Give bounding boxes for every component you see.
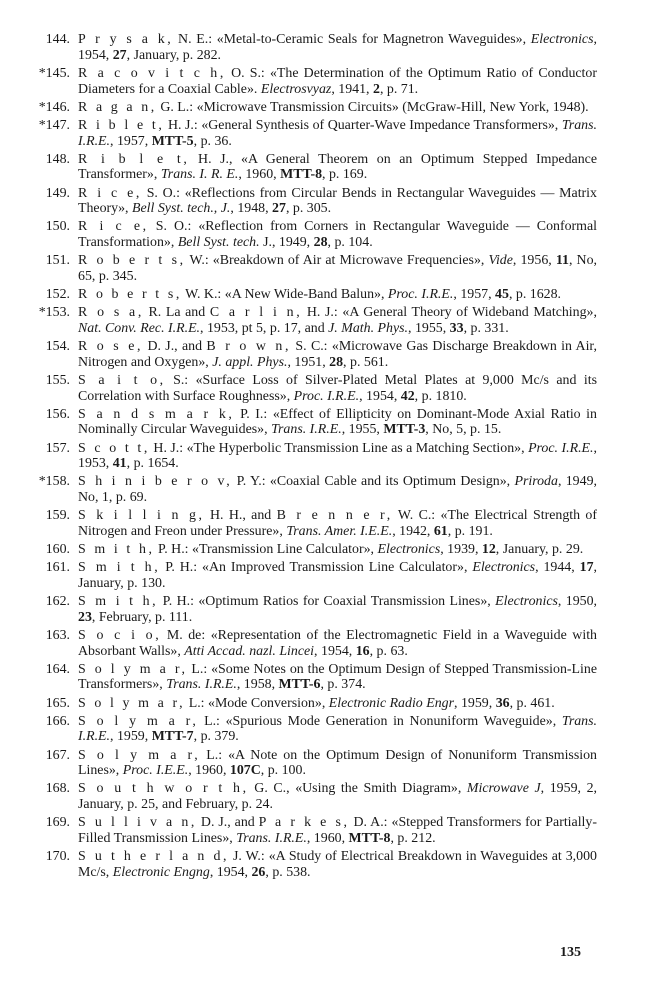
reference-year-2: , 1955, — [408, 320, 450, 336]
reference-volume: MTT-3 — [383, 422, 426, 438]
reference-initials: J. W.: — [229, 849, 269, 865]
reference-pages: , p. 36. — [193, 133, 232, 149]
reference-item — [0, 748, 646, 779]
reference-item — [0, 474, 646, 505]
reference-author: R o b e r t s, — [78, 253, 186, 269]
reference-title: «The Hyperbolic Transmission Line as a Matching Section», — [186, 440, 529, 456]
reference-initials: S. O.: — [148, 219, 199, 235]
reference-number: *158. — [38, 474, 70, 490]
reference-volume: MTT-7 — [151, 729, 194, 745]
reference-journal: Electronics — [472, 560, 536, 576]
reference-author: R i b l e t, — [78, 117, 165, 133]
reference-item — [0, 815, 646, 846]
reference-year: , 1953, pt 5, p. 17, and — [200, 320, 329, 336]
reference-journal: Proc. I.R.E. — [528, 440, 594, 456]
reference-year: , 1956, — [512, 253, 556, 269]
reference-number: 151. — [45, 253, 70, 269]
reference-initials: H. J., — [189, 151, 242, 167]
reference-author: S u l l i v a n, — [78, 815, 197, 831]
reference-journal: Electronics — [530, 32, 594, 47]
reference-author: S o l y m a r, — [78, 695, 186, 711]
reference-coauthor: P a r k e s, — [258, 815, 350, 831]
reference-volume: MTT-8 — [280, 167, 323, 183]
reference-volume: 26 — [251, 864, 266, 880]
reference-coauthor-initials: S. C.: — [291, 339, 332, 355]
reference-number: 155. — [45, 372, 70, 388]
reference-initials: H. J.: — [164, 117, 202, 133]
reference-journal: Electronics — [377, 542, 441, 558]
reference-initials: M. de: — [161, 627, 211, 643]
reference-volume: 2 — [372, 81, 380, 97]
reference-journal: Trans. I.R.E. — [236, 830, 307, 846]
reference-author: R o s a, — [78, 305, 144, 321]
reference-year: , 1958, — [236, 677, 279, 693]
reference-author: S m i t h, — [78, 560, 161, 576]
reference-year: , 1955, — [341, 422, 384, 438]
reference-pages: , p. 1628. — [508, 287, 562, 303]
reference-title: «The Electrical Strength of Nitrogen and Freon under Pressure», — [78, 508, 598, 539]
reference-title: «Metal-to-Ceramic Seals for Magnetron Waveguides», — [216, 32, 531, 47]
reference-number: 167. — [45, 747, 70, 763]
reference-year: J., 1949, — [259, 235, 314, 251]
reference-initials: L.: — [200, 747, 229, 763]
reference-year: , 1939, — [440, 542, 482, 558]
reference-journal: Bell Syst. tech. — [177, 235, 260, 251]
reference-author: S m i t h, — [78, 594, 159, 610]
reference-item — [0, 219, 646, 250]
reference-journal: Atti Accad. nazl. Lincei — [184, 643, 315, 659]
reference-pages: , No, 65, p. 345. — [78, 253, 597, 284]
reference-initials: G. C., — [248, 781, 296, 797]
reference-number: 165. — [45, 695, 70, 711]
reference-number: 157. — [45, 440, 70, 456]
reference-volume: 107C — [229, 763, 261, 779]
reference-author: S o u t h w o r t h, — [78, 781, 249, 797]
reference-title: «The Determination of the Optimum Ratio of Conductor Diameters for a Coaxial Cable». — [78, 65, 597, 97]
reference-year: , 1960, — [188, 763, 230, 779]
reference-pages: , p. 212. — [390, 830, 436, 846]
reference-coauthor-initials: W. C.: — [392, 508, 441, 524]
reference-item — [0, 305, 646, 336]
reference-title: «Transmission Line Calculator», — [192, 542, 378, 558]
reference-number: *145. — [38, 65, 70, 81]
reference-item — [0, 849, 646, 880]
reference-title: «Reflection from Corners in Rectangular Waveguide — Conformal Transformation», — [78, 219, 597, 251]
reference-number: 161. — [45, 560, 70, 576]
reference-initials: P. H.: — [154, 542, 193, 558]
reference-author: S h i n i b e r o v, — [78, 474, 233, 490]
reference-title: «Some Notes on the Optimum Design of Stepped Transmission-Line Transformers», — [78, 661, 597, 693]
reference-item — [0, 714, 646, 745]
reference-volume: 36 — [495, 695, 510, 711]
reference-title: «Stepped Transformers for Partially-Filled Transmission Lines», — [78, 815, 597, 846]
reference-number: 169. — [45, 815, 70, 831]
reference-journal: Electronic Engng — [112, 864, 210, 880]
reference-volume: 61 — [433, 523, 448, 539]
reference-year: , 1954, — [314, 643, 356, 659]
reference-number: 144. — [45, 32, 70, 47]
reference-volume: MTT-8 — [348, 830, 391, 846]
reference-pages: , p. 1810. — [414, 388, 467, 404]
reference-journal: Vide — [488, 253, 513, 269]
reference-volume: 17 — [579, 560, 594, 576]
reference-journal: Proc. I.R.E. — [387, 287, 454, 303]
reference-journal: Trans. Amer. I.E.E. — [286, 523, 393, 539]
reference-year: , 1953, — [78, 440, 597, 472]
reference-journal: Electrosvyaz — [260, 81, 332, 97]
reference-pages: , January, p. 282. — [126, 47, 222, 63]
reference-title: «Optimum Ratios for Coaxial Transmission Lines», — [198, 594, 496, 610]
reference-item — [0, 407, 646, 438]
reference-pages: , p. 104. — [327, 235, 373, 251]
reference-number: *153. — [38, 305, 70, 321]
reference-item — [0, 186, 646, 217]
reference-pages: , February, p. 111. — [91, 609, 193, 625]
reference-journal: Trans. I.R.E. — [166, 677, 237, 693]
reference-pages: , p. 305. — [285, 201, 332, 217]
reference-initials: H. H., and — [204, 508, 277, 524]
reference-item — [0, 662, 646, 693]
reference-item — [0, 508, 646, 539]
reference-volume: 27 — [112, 47, 127, 63]
reference-item — [0, 542, 646, 558]
reference-number: 166. — [45, 713, 70, 729]
reference-author: P r y s a k, — [78, 32, 174, 47]
reference-year: , 1948, — [230, 201, 273, 217]
reference-volume: 28 — [329, 354, 344, 370]
reference-number: 170. — [45, 849, 70, 865]
reference-year: , 1942, — [392, 523, 434, 539]
reference-title: «A General Theory of Wideband Matching», — [342, 305, 597, 321]
reference-pages: , p. 374. — [320, 677, 366, 693]
reference-year: , 1954, — [359, 388, 401, 404]
reference-number: 150. — [45, 219, 70, 235]
reference-initials: P. I.: — [234, 406, 273, 422]
reference-coauthor-initials: H. J.: — [302, 305, 343, 321]
reference-initials: L.: — [198, 713, 226, 729]
reference-author: R i b l e t, — [78, 151, 190, 167]
reference-pages: , p. 63. — [369, 643, 408, 659]
reference-pages: , p. 191. — [447, 523, 493, 539]
reference-initials: S.: — [165, 372, 196, 388]
reference-author: S a n d s m a r k, — [78, 406, 235, 422]
reference-author: S m i t h, — [78, 542, 155, 558]
reference-title: «A New Wide-Band Balun», — [224, 287, 388, 303]
reference-item — [0, 32, 646, 63]
reference-item — [0, 441, 646, 472]
reference-number: 152. — [45, 287, 70, 303]
reference-coauthor: C a r l i n, — [209, 305, 303, 321]
reference-journal: Trans. I.R.E. — [271, 422, 342, 438]
reference-year: , 1957, — [453, 287, 496, 303]
reference-year: , 1950, — [557, 594, 597, 610]
reference-pages: , January, p. 130. — [78, 560, 597, 591]
reference-initials: S. O.: — [141, 185, 185, 201]
reference-volume: 28 — [313, 235, 328, 251]
reference-pages: , p. 331. — [463, 320, 509, 336]
page-number: 135 — [560, 945, 581, 960]
reference-coauthor: B r o w n, — [206, 339, 292, 355]
reference-initials: P. H.: — [160, 560, 203, 576]
reference-item — [0, 594, 646, 625]
reference-volume: 27 — [272, 201, 286, 217]
reference-item — [0, 287, 646, 303]
reference-year: , 1959, — [110, 729, 152, 745]
reference-volume: 45 — [495, 287, 509, 303]
reference-pages: , p. 169. — [322, 167, 368, 183]
reference-title: «Microwave Transmission Circuits» (McGraw-Hill, New York, 1948). — [196, 99, 589, 115]
reference-year: , 1959, — [454, 695, 496, 711]
reference-author: S u t h e r l a n d, — [78, 849, 230, 865]
reference-title: «Surface Loss of Silver-Plated Metal Plates at 9,000 Mc/s and its Correlation with Surface Roughness», — [78, 372, 597, 404]
reference-title: «A Note on the Optimum Design of Nonuniform Transmission Lines», — [78, 747, 597, 779]
reference-pages: , p. 71. — [379, 81, 419, 97]
reference-pages: , No, 5, p. 15. — [425, 422, 502, 438]
reference-year: , 1944, — [535, 560, 580, 576]
reference-initials: L.: — [185, 695, 208, 711]
reference-year: , 1949, No, 1, p. 69. — [78, 474, 597, 506]
reference-volume: 23 — [78, 609, 92, 625]
reference-journal-2: J. Math. Phys. — [328, 320, 408, 336]
reference-title: «Coaxial Cable and its Optimum Design», — [269, 474, 515, 490]
reference-journal: Microwave J — [466, 781, 541, 797]
reference-coauthor: B r e n n e r, — [276, 508, 393, 524]
reference-title: «General Synthesis of Quarter-Wave Impedance Transformers», — [201, 117, 562, 133]
reference-item — [0, 560, 646, 591]
reference-item — [0, 373, 646, 404]
reference-item — [0, 66, 646, 97]
reference-number: 162. — [45, 594, 70, 610]
reference-initials: P. Y.: — [232, 474, 270, 490]
reference-initials: D. J., and — [196, 815, 259, 831]
reference-year: , 1957, — [110, 133, 152, 149]
reference-pages: , p. 538. — [265, 864, 311, 880]
reference-author: S o l y m a r, — [78, 661, 188, 677]
reference-initials: G. L.: — [156, 99, 197, 115]
reference-volume: MTT-5 — [151, 133, 194, 149]
reference-journal: Trans. I.R.E. — [78, 117, 597, 149]
reference-author: R a g a n, — [78, 99, 157, 115]
reference-initials: N. E.: — [173, 32, 217, 47]
reference-number: 164. — [45, 661, 70, 677]
reference-initials: W. K.: — [181, 287, 225, 303]
reference-volume: 41 — [112, 456, 127, 472]
reference-year: , 1954, — [78, 32, 597, 63]
reference-year: , 1960, — [306, 830, 349, 846]
reference-list — [0, 32, 646, 883]
reference-number: 148. — [45, 151, 70, 167]
reference-title: «Breakdown of Air at Microwave Frequencies», — [212, 253, 489, 269]
reference-number: 149. — [45, 185, 70, 201]
reference-title: «A General Theorem on an Optimum Stepped Impedance Transformer», — [78, 151, 597, 183]
reference-volume: 12 — [481, 542, 496, 558]
reference-initials: R. La and — [143, 305, 210, 321]
reference-journal: Bell Syst. tech., J. — [132, 201, 231, 217]
reference-journal: Proc. I.R.E. — [293, 388, 360, 404]
reference-pages: , p. 1654. — [126, 456, 179, 472]
reference-title: «Using the Smith Diagram», — [295, 781, 467, 797]
reference-volume: 11 — [555, 253, 569, 269]
reference-initials: D. J., and — [143, 339, 207, 355]
reference-pages: , p. 100. — [260, 763, 306, 779]
reference-volume: MTT-6 — [278, 677, 321, 693]
reference-number: 156. — [45, 406, 70, 422]
reference-journal: Nat. Conv. Rec. I.R.E. — [78, 320, 201, 336]
reference-year: , 1941, — [331, 81, 373, 97]
reference-number: 154. — [45, 339, 70, 355]
reference-initials: H. J.: — [149, 440, 187, 456]
reference-title: «An Improved Transmission Line Calculator», — [202, 560, 473, 576]
reference-pages: , January, p. 29. — [495, 542, 584, 558]
reference-number: *147. — [38, 117, 70, 133]
reference-year: , 1954, — [209, 864, 252, 880]
reference-author: S o l y m a r, — [78, 747, 201, 763]
reference-item — [0, 118, 646, 149]
reference-author: R a c o v i t c h, — [78, 65, 226, 81]
reference-initials: P. H.: — [158, 594, 199, 610]
reference-author: R o s e, — [78, 339, 144, 355]
reference-title: «Effect of Ellipticity on Dominant-Mode Axial Ratio in Nominally Circular Waveguides», — [78, 406, 597, 438]
reference-pages: , p. 379. — [193, 729, 239, 745]
reference-volume: 42 — [400, 388, 415, 404]
reference-author: R i c e, — [78, 185, 142, 201]
reference-year: , 1951, — [287, 354, 330, 370]
reference-year: , 1959, 2, January, p. 25, and February, p. 24. — [78, 781, 597, 813]
reference-title: «Reflections from Circular Bends in Rectangular Waveguides — Matrix Theory», — [78, 185, 597, 217]
reference-item — [0, 100, 646, 116]
reference-title: «Mode Conversion», — [208, 695, 329, 711]
reference-author: S o c i o, — [78, 627, 162, 643]
reference-initials: L.: — [187, 661, 212, 677]
reference-number: 159. — [45, 508, 70, 524]
reference-title: «Representation of the Electromagnetic Field in a Waveguide with Absorbant Walls», — [78, 627, 598, 659]
reference-author: S k i l l i n g, — [78, 508, 205, 524]
reference-title: «Spurious Mode Generation in Nonuniform Waveguide», — [225, 713, 562, 729]
reference-journal: Priroda — [514, 474, 558, 490]
reference-item — [0, 253, 646, 284]
reference-item — [0, 339, 646, 370]
reference-journal: Electronics — [495, 594, 558, 610]
reference-pages: , p. 461. — [509, 695, 555, 711]
reference-pages: , p. 561. — [343, 354, 389, 370]
reference-coauthor-initials: D. A.: — [349, 815, 392, 831]
reference-number: 168. — [45, 781, 70, 797]
reference-title: «Microwave Gas Discharge Breakdown in Air, Nitrogen and Oxygen», — [78, 339, 597, 370]
reference-journal: Proc. I.E.E. — [122, 763, 189, 779]
reference-item — [0, 628, 646, 659]
reference-volume: 33 — [449, 320, 464, 336]
reference-year: , 1960, — [238, 167, 281, 183]
reference-number: 160. — [45, 542, 70, 558]
reference-number: 163. — [45, 627, 70, 643]
reference-journal: J. appl. Phys. — [212, 354, 288, 370]
reference-author: S o l y m a r, — [78, 713, 199, 729]
reference-number: *146. — [38, 99, 70, 115]
reference-author: R i c e, — [78, 219, 149, 235]
reference-journal: Electronic Radio Engr — [328, 695, 455, 711]
reference-item — [0, 152, 646, 183]
reference-author: R o b e r t s, — [78, 287, 182, 303]
reference-journal: Trans. I. R. E. — [160, 167, 239, 183]
reference-journal: Trans. I.R.E. — [78, 713, 597, 745]
reference-author: S c o t t, — [78, 440, 150, 456]
reference-author: S a i t o, — [78, 372, 166, 388]
reference-volume: 16 — [355, 643, 370, 659]
reference-title: «A Study of Electrical Breakdown in Waveguides at 3,000 Mc/s, — [78, 849, 597, 880]
reference-initials: W.: — [185, 253, 213, 269]
reference-item — [0, 781, 646, 812]
reference-item — [0, 696, 646, 712]
reference-initials: O. S.: — [225, 65, 270, 81]
